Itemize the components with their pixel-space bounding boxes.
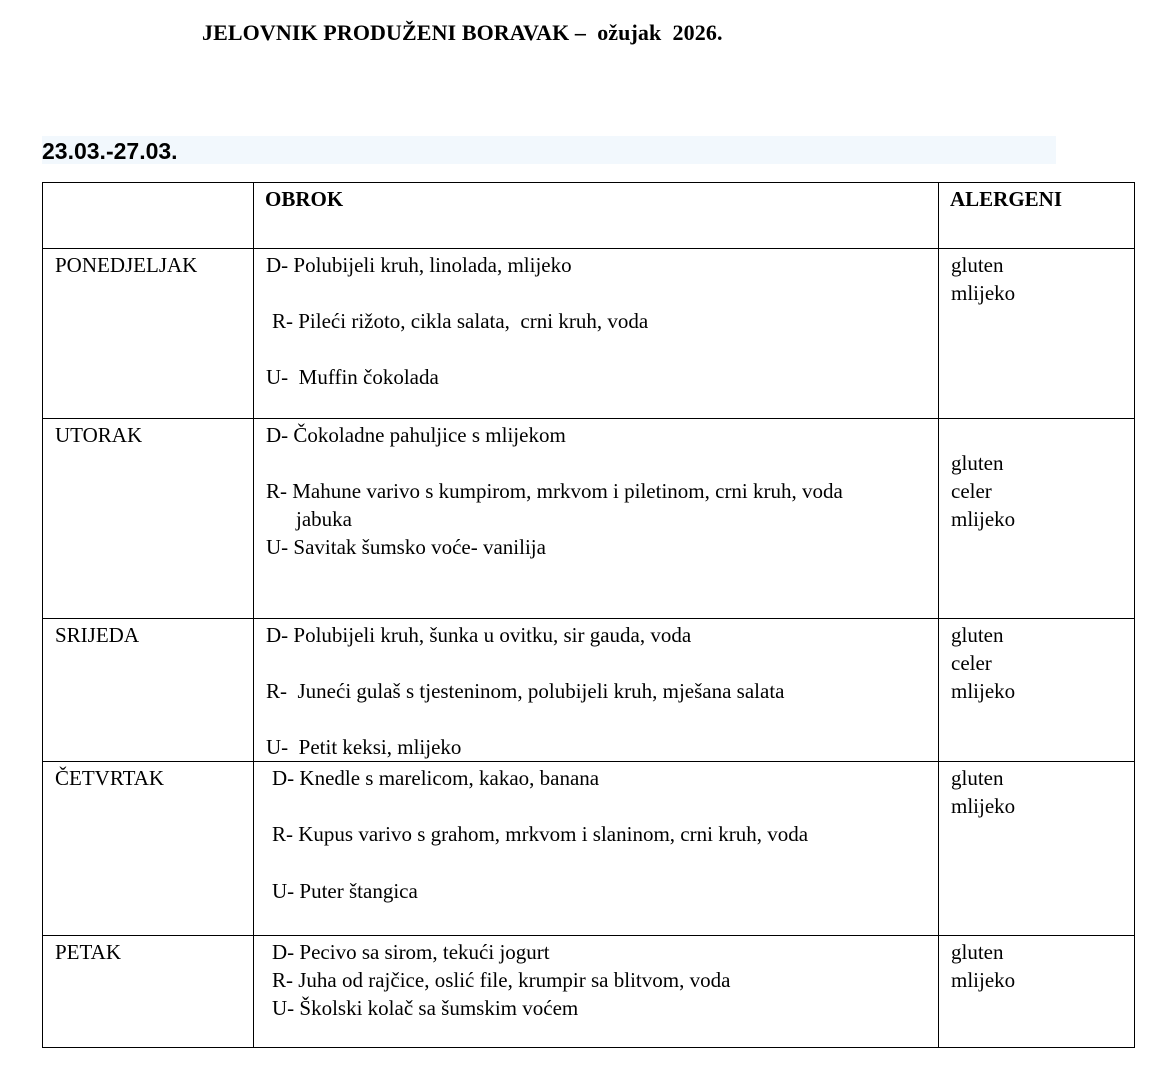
meal-cell bbox=[254, 249, 939, 419]
lunch-continued: jabuka bbox=[296, 507, 352, 531]
header-allergens: ALERGENI bbox=[939, 183, 1135, 249]
allergen: gluten bbox=[951, 766, 1004, 790]
menu-table bbox=[42, 182, 1135, 1048]
header-meal: OBROK bbox=[254, 183, 939, 249]
snack: U- Školski kolač sa šumskim voćem bbox=[272, 996, 579, 1020]
header-day bbox=[43, 183, 254, 249]
snack: U- Petit keksi, mlijeko bbox=[266, 735, 462, 759]
week-highlight-band bbox=[42, 136, 1056, 164]
breakfast: D- Polubijeli kruh, šunka u ovitku, sir gauda, voda bbox=[266, 623, 692, 647]
table-row-wednesday bbox=[43, 619, 1135, 762]
allergen: mlijeko bbox=[951, 794, 1016, 818]
meal-cell bbox=[254, 419, 939, 619]
day-name: PETAK bbox=[43, 936, 254, 1048]
snack: U- Savitak šumsko voće- vanilija bbox=[266, 535, 546, 559]
allergen: mlijeko bbox=[951, 507, 1016, 531]
breakfast: D- Čokoladne pahuljice s mlijekom bbox=[266, 423, 566, 447]
table-row-friday bbox=[43, 936, 1135, 1048]
table-row-monday bbox=[43, 249, 1135, 419]
allergen: celer bbox=[951, 479, 992, 503]
lunch: R- Juha od rajčice, oslić file, krumpir sa blitvom, voda bbox=[272, 968, 731, 992]
lunch: R- Juneći gulaš s tjesteninom, polubijeli kruh, mješana salata bbox=[266, 679, 785, 703]
snack: U- Puter štangica bbox=[272, 879, 418, 903]
breakfast: D- Polubijeli kruh, linolada, mlijeko bbox=[266, 253, 572, 277]
breakfast: D- Knedle s marelicom, kakao, banana bbox=[272, 766, 600, 790]
allergen: gluten bbox=[951, 623, 1004, 647]
lunch: R- Pileći rižoto, cikla salata, crni kruh, voda bbox=[272, 309, 649, 333]
document-title: JELOVNIK PRODUŽENI BORAVAK – ožujak 2026. bbox=[202, 20, 723, 45]
header-row bbox=[43, 183, 1135, 249]
allergen: mlijeko bbox=[951, 968, 1016, 992]
snack: U- Muffin čokolada bbox=[266, 365, 439, 389]
allergen: gluten bbox=[951, 451, 1004, 475]
allergens-cell bbox=[939, 936, 1135, 1048]
allergen: gluten bbox=[951, 253, 1004, 277]
meal-cell bbox=[254, 936, 939, 1048]
allergen: mlijeko bbox=[951, 281, 1016, 305]
allergen: mlijeko bbox=[951, 679, 1016, 703]
table-row-thursday bbox=[43, 762, 1135, 936]
breakfast: D- Pecivo sa sirom, tekući jogurt bbox=[272, 940, 550, 964]
allergens-cell bbox=[939, 762, 1135, 936]
allergen: celer bbox=[951, 651, 992, 675]
day-name: SRIJEDA bbox=[43, 619, 254, 762]
day-name: ČETVRTAK bbox=[43, 762, 254, 936]
allergens-cell bbox=[939, 249, 1135, 419]
day-name: PONEDJELJAK bbox=[43, 249, 254, 419]
allergen: gluten bbox=[951, 940, 1004, 964]
allergens-cell bbox=[939, 619, 1135, 762]
allergens-cell bbox=[939, 419, 1135, 619]
lunch: R- Mahune varivo s kumpirom, mrkvom i piletinom, crni kruh, voda bbox=[266, 479, 843, 503]
day-name: UTORAK bbox=[43, 419, 254, 619]
week-range: 23.03.-27.03. bbox=[42, 138, 178, 164]
table-row-tuesday bbox=[43, 419, 1135, 619]
meal-cell bbox=[254, 762, 939, 936]
lunch: R- Kupus varivo s grahom, mrkvom i slaninom, crni kruh, voda bbox=[272, 822, 809, 846]
meal-cell bbox=[254, 619, 939, 762]
